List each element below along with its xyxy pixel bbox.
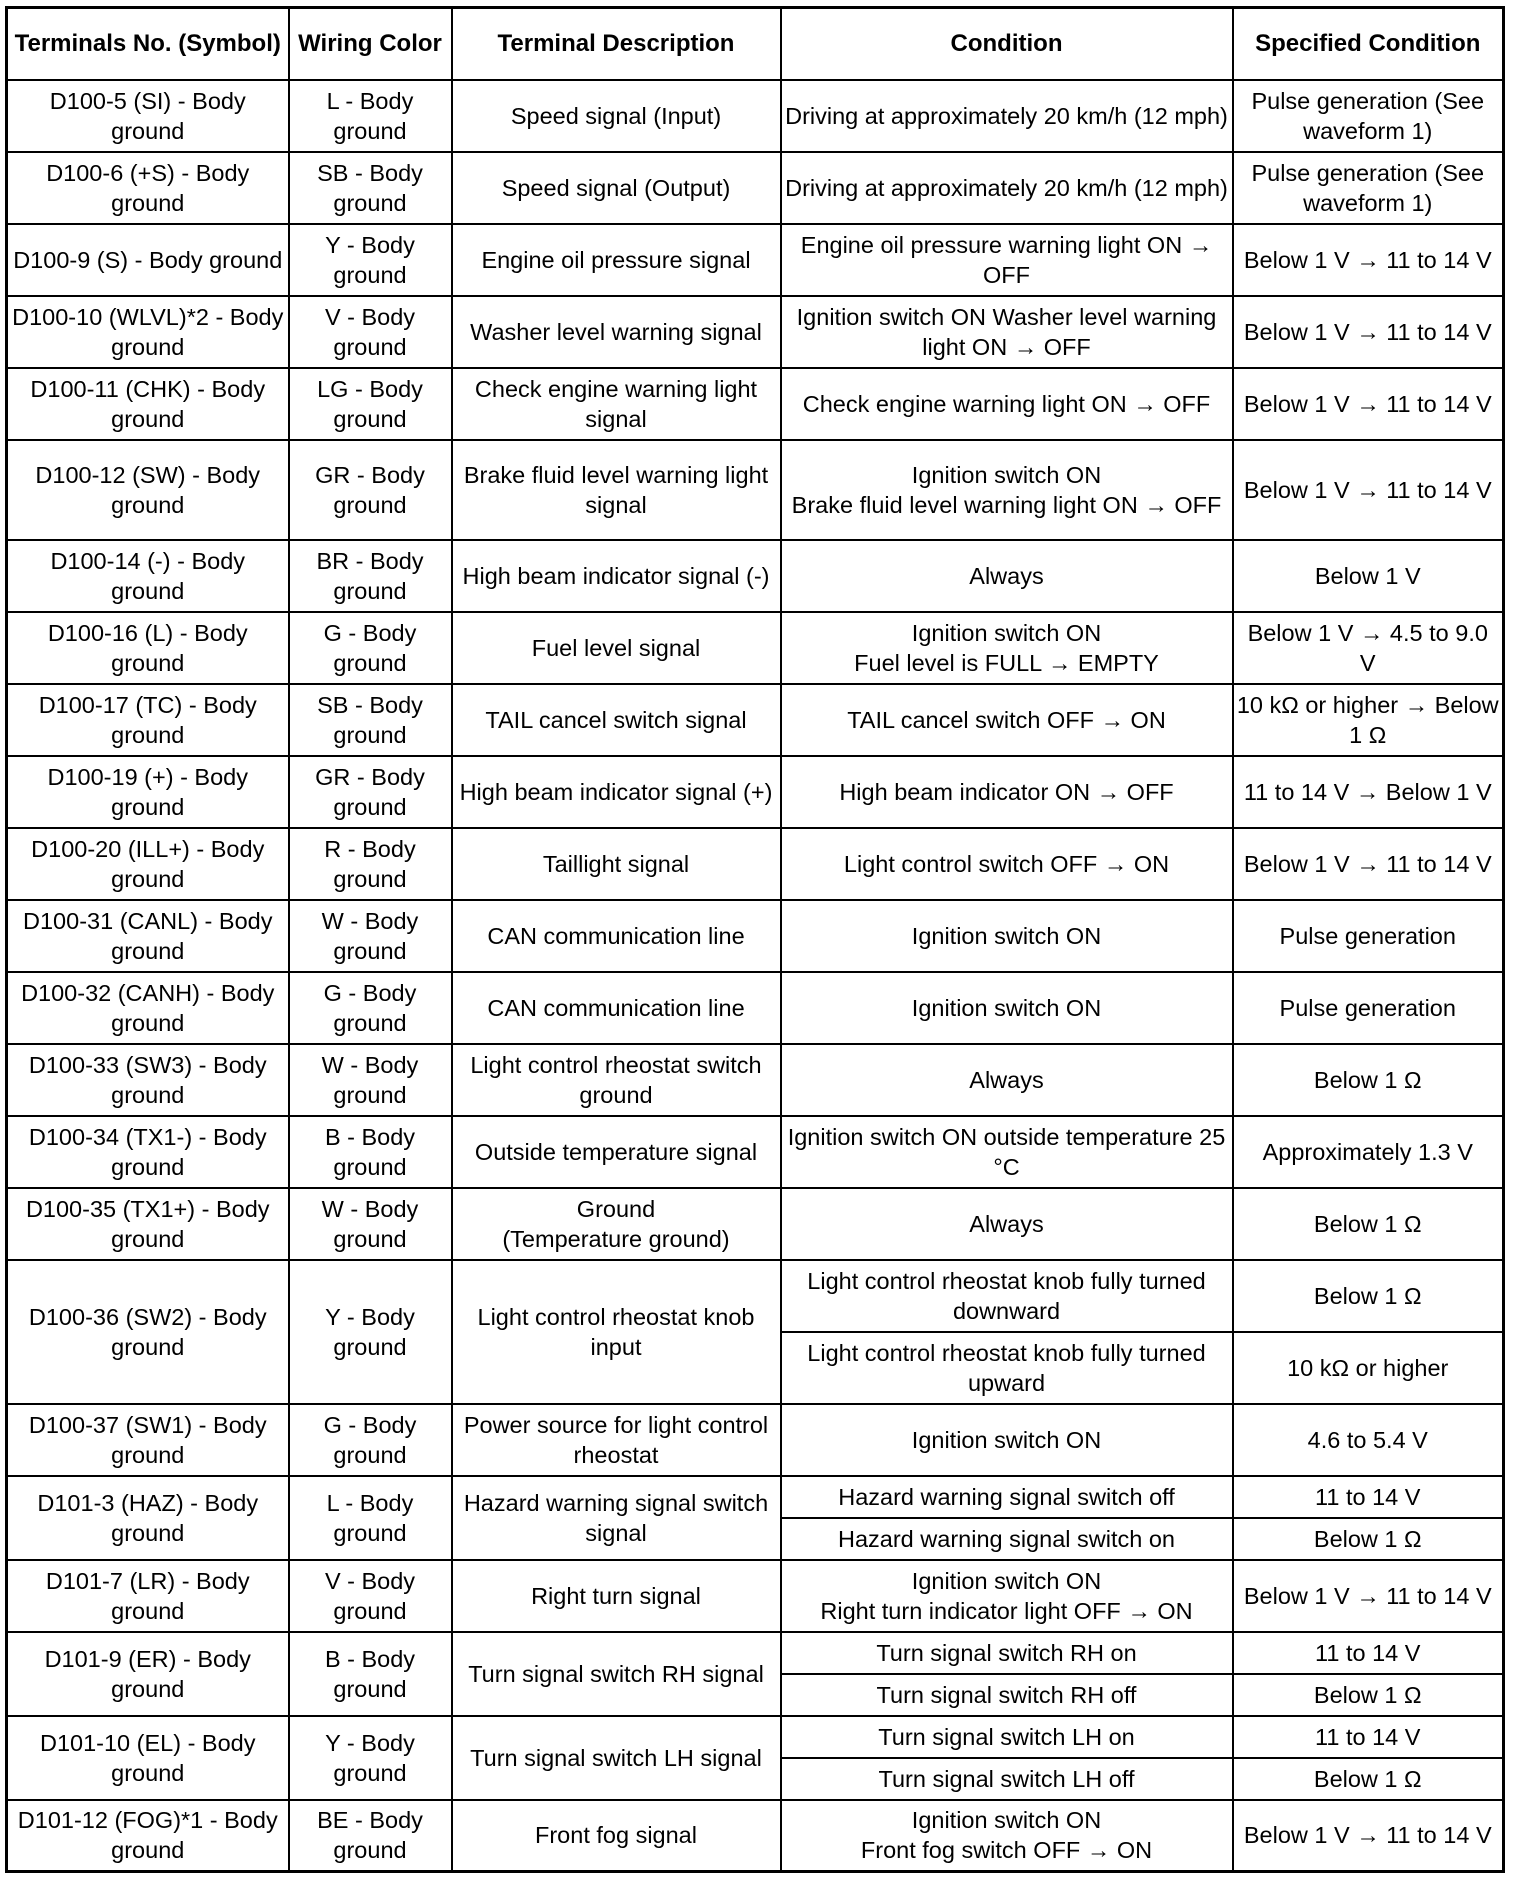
wiring-color-cell: SB - Body ground: [289, 152, 452, 224]
table-row: [7, 612, 1504, 684]
wiring-color-cell: SB - Body ground: [289, 684, 452, 756]
table-row: [7, 1188, 1504, 1260]
table-row: [7, 1560, 1504, 1632]
specified-condition-cell: 10 kΩ or higher → Below 1 Ω: [1233, 684, 1504, 756]
header-terminal-description: Terminal Description: [452, 8, 781, 80]
header-condition: Condition: [781, 8, 1233, 80]
terminal-cell: D100-33 (SW3) - Body ground: [7, 1044, 289, 1116]
page: [5, 6, 1505, 1873]
condition-cell: Light control switch OFF → ON: [781, 828, 1233, 900]
condition-cell: Driving at approximately 20 km/h (12 mph): [781, 80, 1233, 152]
specified-condition-cell: Below 1 V: [1233, 540, 1504, 612]
specified-condition-cell: Pulse generation (See waveform 1): [1233, 80, 1504, 152]
wiring-color-cell: W - Body ground: [289, 1188, 452, 1260]
wiring-color-cell: Y - Body ground: [289, 1260, 452, 1404]
table-row: [7, 1800, 1504, 1872]
terminal-cell: D100-10 (WLVL)*2 - Body ground: [7, 296, 289, 368]
specified-condition-cell: Below 1 V → 11 to 14 V: [1233, 828, 1504, 900]
specified-condition-cell: Below 1 V → 11 to 14 V: [1233, 440, 1504, 540]
description-cell: Engine oil pressure signal: [452, 224, 781, 296]
wiring-color-cell: G - Body ground: [289, 972, 452, 1044]
table-row: [7, 80, 1504, 152]
wiring-color-cell: BE - Body ground: [289, 1800, 452, 1872]
terminal-cell: D101-9 (ER) - Body ground: [7, 1632, 289, 1716]
specified-condition-cell: Approximately 1.3 V: [1233, 1116, 1504, 1188]
table-row: [7, 1632, 1504, 1674]
condition-cell: Check engine warning light ON → OFF: [781, 368, 1233, 440]
condition-cell: Turn signal switch LH off: [781, 1758, 1233, 1800]
header-terminal: Terminals No. (Symbol): [7, 8, 289, 80]
header-wiring-color: Wiring Color: [289, 8, 452, 80]
specified-condition-cell: Below 1 V → 11 to 14 V: [1233, 1560, 1504, 1632]
specified-condition-cell: Pulse generation: [1233, 900, 1504, 972]
description-cell: Power source for light control rheostat: [452, 1404, 781, 1476]
header-specified-condition: Specified Condition: [1233, 8, 1504, 80]
description-cell: High beam indicator signal (-): [452, 540, 781, 612]
wiring-color-cell: V - Body ground: [289, 296, 452, 368]
description-cell: Right turn signal: [452, 1560, 781, 1632]
terminal-cell: D100-31 (CANL) - Body ground: [7, 900, 289, 972]
condition-cell: TAIL cancel switch OFF → ON: [781, 684, 1233, 756]
table-row: [7, 972, 1504, 1044]
terminal-cell: D100-11 (CHK) - Body ground: [7, 368, 289, 440]
description-cell: Speed signal (Input): [452, 80, 781, 152]
specified-condition-cell: Pulse generation (See waveform 1): [1233, 152, 1504, 224]
specified-condition-cell: Below 1 Ω: [1233, 1044, 1504, 1116]
wiring-color-cell: BR - Body ground: [289, 540, 452, 612]
terminal-cell: D100-14 (-) - Body ground: [7, 540, 289, 612]
description-cell: CAN communication line: [452, 900, 781, 972]
condition-cell: Ignition switch ON: [781, 972, 1233, 1044]
condition-cell: Turn signal switch LH on: [781, 1716, 1233, 1758]
terminal-cell: D100-20 (ILL+) - Body ground: [7, 828, 289, 900]
condition-cell: Ignition switch ON: [781, 900, 1233, 972]
description-cell: Outside temperature signal: [452, 1116, 781, 1188]
specified-condition-cell: 10 kΩ or higher: [1233, 1332, 1504, 1404]
description-cell: Washer level warning signal: [452, 296, 781, 368]
terminal-spec-table: [5, 6, 1505, 1873]
specified-condition-cell: Below 1 Ω: [1233, 1758, 1504, 1800]
terminal-cell: D100-16 (L) - Body ground: [7, 612, 289, 684]
wiring-color-cell: L - Body ground: [289, 1476, 452, 1560]
description-cell: Brake fluid level warning light signal: [452, 440, 781, 540]
table-row: [7, 1476, 1504, 1518]
table-row: [7, 1044, 1504, 1116]
condition-cell: Always: [781, 540, 1233, 612]
terminal-cell: D101-3 (HAZ) - Body ground: [7, 1476, 289, 1560]
wiring-color-cell: LG - Body ground: [289, 368, 452, 440]
condition-cell: Ignition switch ON: [781, 1404, 1233, 1476]
description-cell: Light control rheostat switch ground: [452, 1044, 781, 1116]
wiring-color-cell: G - Body ground: [289, 612, 452, 684]
terminal-cell: D100-6 (+S) - Body ground: [7, 152, 289, 224]
condition-cell: Turn signal switch RH off: [781, 1674, 1233, 1716]
table-row: [7, 900, 1504, 972]
wiring-color-cell: Y - Body ground: [289, 224, 452, 296]
condition-cell: Light control rheostat knob fully turned upward: [781, 1332, 1233, 1404]
wiring-color-cell: B - Body ground: [289, 1632, 452, 1716]
wiring-color-cell: L - Body ground: [289, 80, 452, 152]
specified-condition-cell: 11 to 14 V → Below 1 V: [1233, 756, 1504, 828]
terminal-cell: D100-17 (TC) - Body ground: [7, 684, 289, 756]
wiring-color-cell: W - Body ground: [289, 1044, 452, 1116]
condition-cell: Hazard warning signal switch off: [781, 1476, 1233, 1518]
condition-cell: High beam indicator ON → OFF: [781, 756, 1233, 828]
description-cell: Fuel level signal: [452, 612, 781, 684]
terminal-cell: D101-12 (FOG)*1 - Body ground: [7, 1800, 289, 1872]
table-row: [7, 224, 1504, 296]
terminal-cell: D100-19 (+) - Body ground: [7, 756, 289, 828]
table-row: [7, 756, 1504, 828]
condition-cell: Always: [781, 1044, 1233, 1116]
terminal-cell: D100-5 (SI) - Body ground: [7, 80, 289, 152]
description-cell: Light control rheostat knob input: [452, 1260, 781, 1404]
table-row: [7, 1716, 1504, 1758]
specified-condition-cell: Below 1 Ω: [1233, 1518, 1504, 1560]
description-cell: CAN communication line: [452, 972, 781, 1044]
specified-condition-cell: 11 to 14 V: [1233, 1716, 1504, 1758]
table-row: [7, 296, 1504, 368]
terminal-cell: D100-12 (SW) - Body ground: [7, 440, 289, 540]
condition-cell: Ignition switch ON Front fog switch OFF → ON: [781, 1800, 1233, 1872]
description-cell: Check engine warning light signal: [452, 368, 781, 440]
specified-condition-cell: 11 to 14 V: [1233, 1632, 1504, 1674]
wiring-color-cell: GR - Body ground: [289, 756, 452, 828]
table-row: [7, 368, 1504, 440]
specified-condition-cell: Below 1 Ω: [1233, 1188, 1504, 1260]
condition-cell: Hazard warning signal switch on: [781, 1518, 1233, 1560]
terminal-cell: D100-32 (CANH) - Body ground: [7, 972, 289, 1044]
terminal-cell: D101-10 (EL) - Body ground: [7, 1716, 289, 1800]
description-cell: Speed signal (Output): [452, 152, 781, 224]
specified-condition-cell: Below 1 V → 11 to 14 V: [1233, 1800, 1504, 1872]
terminal-cell: D101-7 (LR) - Body ground: [7, 1560, 289, 1632]
description-cell: Front fog signal: [452, 1800, 781, 1872]
table-row: [7, 152, 1504, 224]
condition-cell: Light control rheostat knob fully turned downward: [781, 1260, 1233, 1332]
specified-condition-cell: Pulse generation: [1233, 972, 1504, 1044]
table-row: [7, 684, 1504, 756]
terminal-cell: D100-37 (SW1) - Body ground: [7, 1404, 289, 1476]
table-row: [7, 828, 1504, 900]
specified-condition-cell: Below 1 Ω: [1233, 1260, 1504, 1332]
description-cell: Turn signal switch RH signal: [452, 1632, 781, 1716]
condition-cell: Ignition switch ON Washer level warning light ON → OFF: [781, 296, 1233, 368]
table-row: [7, 440, 1504, 540]
table-row: [7, 1404, 1504, 1476]
wiring-color-cell: W - Body ground: [289, 900, 452, 972]
wiring-color-cell: R - Body ground: [289, 828, 452, 900]
table-row: [7, 540, 1504, 612]
description-cell: High beam indicator signal (+): [452, 756, 781, 828]
wiring-color-cell: GR - Body ground: [289, 440, 452, 540]
wiring-color-cell: G - Body ground: [289, 1404, 452, 1476]
condition-cell: Ignition switch ON outside temperature 25 °C: [781, 1116, 1233, 1188]
specified-condition-cell: Below 1 V → 11 to 14 V: [1233, 224, 1504, 296]
wiring-color-cell: B - Body ground: [289, 1116, 452, 1188]
specified-condition-cell: Below 1 V → 11 to 14 V: [1233, 368, 1504, 440]
terminal-cell: D100-35 (TX1+) - Body ground: [7, 1188, 289, 1260]
condition-cell: Turn signal switch RH on: [781, 1632, 1233, 1674]
description-cell: Ground (Temperature ground): [452, 1188, 781, 1260]
specified-condition-cell: Below 1 Ω: [1233, 1674, 1504, 1716]
specified-condition-cell: 11 to 14 V: [1233, 1476, 1504, 1518]
condition-cell: Driving at approximately 20 km/h (12 mph): [781, 152, 1233, 224]
specified-condition-cell: Below 1 V → 4.5 to 9.0 V: [1233, 612, 1504, 684]
description-cell: Hazard warning signal switch signal: [452, 1476, 781, 1560]
condition-cell: Always: [781, 1188, 1233, 1260]
terminal-cell: D100-9 (S) - Body ground: [7, 224, 289, 296]
header-row: [7, 8, 1504, 80]
terminal-cell: D100-34 (TX1-) - Body ground: [7, 1116, 289, 1188]
description-cell: Turn signal switch LH signal: [452, 1716, 781, 1800]
condition-cell: Engine oil pressure warning light ON → OFF: [781, 224, 1233, 296]
condition-cell: Ignition switch ON Fuel level is FULL → EMPTY: [781, 612, 1233, 684]
condition-cell: Ignition switch ON Brake fluid level warning light ON → OFF: [781, 440, 1233, 540]
table-row: [7, 1116, 1504, 1188]
specified-condition-cell: Below 1 V → 11 to 14 V: [1233, 296, 1504, 368]
description-cell: Taillight signal: [452, 828, 781, 900]
table-row: [7, 1260, 1504, 1332]
wiring-color-cell: Y - Body ground: [289, 1716, 452, 1800]
description-cell: TAIL cancel switch signal: [452, 684, 781, 756]
terminal-cell: D100-36 (SW2) - Body ground: [7, 1260, 289, 1404]
specified-condition-cell: 4.6 to 5.4 V: [1233, 1404, 1504, 1476]
wiring-color-cell: V - Body ground: [289, 1560, 452, 1632]
condition-cell: Ignition switch ON Right turn indicator light OFF → ON: [781, 1560, 1233, 1632]
